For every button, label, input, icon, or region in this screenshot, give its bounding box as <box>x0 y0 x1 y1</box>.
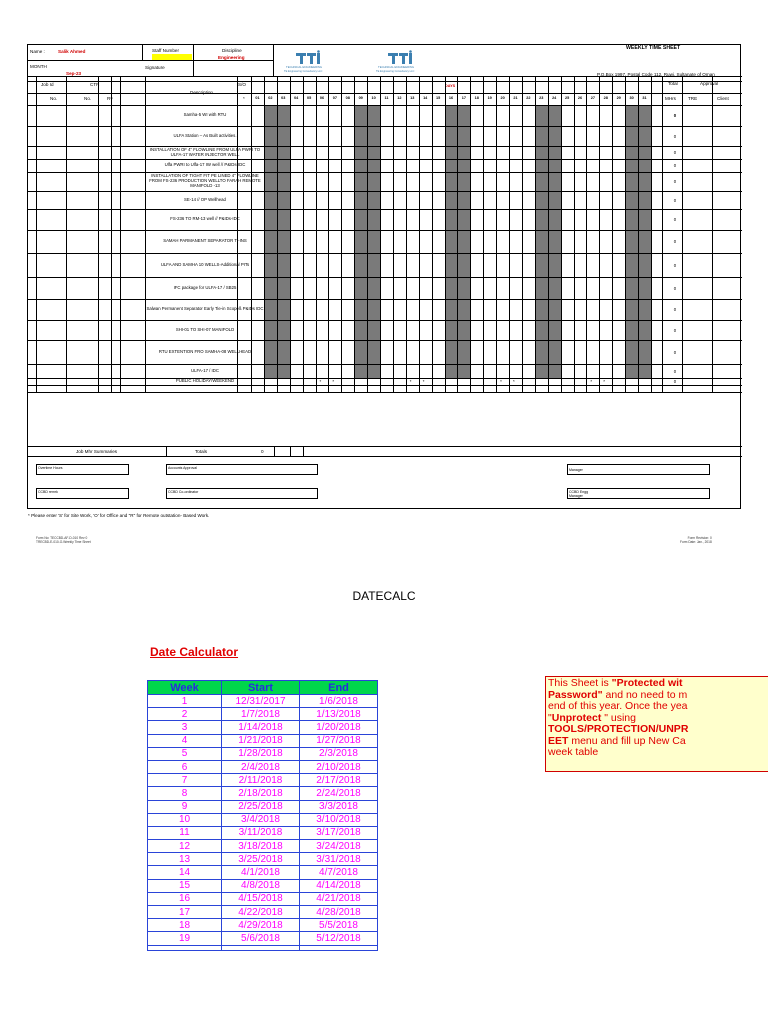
table-row-line <box>28 126 742 127</box>
datecalc-page-title: DATECALC <box>352 589 416 603</box>
grid-column-line <box>712 76 713 392</box>
header-end: End <box>300 681 378 695</box>
staff-number-label: Staff Number <box>152 48 179 53</box>
grid-column-line <box>561 76 562 392</box>
ccbd-engg-manager-label: CCBD Engg Manager <box>569 490 589 498</box>
end-cell: 4/28/2018 <box>300 906 378 919</box>
col-no: No. <box>50 96 58 101</box>
start-cell: 3/25/2018 <box>222 853 300 866</box>
day-header-11: 11 <box>384 96 389 100</box>
table-row <box>148 721 378 734</box>
date-calculator-title: Date Calculator <box>150 645 239 659</box>
note-text: and no need to m <box>602 688 688 701</box>
job-mhr-summaries: Job Mhr Summaries <box>76 449 118 454</box>
header-week: Week <box>148 681 222 695</box>
grid-column-line <box>496 76 497 392</box>
table-row <box>148 866 378 879</box>
grid-column-line <box>651 76 652 392</box>
empty-cell <box>300 945 378 950</box>
divider <box>142 45 143 60</box>
start-cell: 1/28/2018 <box>222 747 300 760</box>
note-bold-text: TOOLS/PROTECTION/UNPR <box>548 723 689 735</box>
row-total: 0 <box>673 150 677 155</box>
table-row <box>148 879 378 892</box>
day-header-03: 03 <box>281 96 286 100</box>
grid-column-line <box>316 76 317 392</box>
accounts-approval-field[interactable] <box>166 464 318 475</box>
table-row <box>148 708 378 721</box>
week-cell: 12 <box>148 840 222 853</box>
col-description: Description <box>190 90 213 95</box>
week-cell: 16 <box>148 892 222 905</box>
table-row-line <box>28 146 742 147</box>
end-cell: 2/24/2018 <box>300 787 378 800</box>
weekend-marker: * <box>590 379 593 384</box>
day-header-28: 28 <box>603 96 608 100</box>
week-cell: 11 <box>148 826 222 839</box>
col-tre: TRE <box>688 96 698 101</box>
start-cell: 2/18/2018 <box>222 787 300 800</box>
end-cell: 3/3/2018 <box>300 800 378 813</box>
day-header-30: 30 <box>629 96 634 100</box>
row-total: 0 <box>673 197 677 203</box>
overtime-label: Overtime Hours <box>38 466 63 470</box>
form-number: Form No: TECCBD-AF-D-010 Rev 0 TRECBD-E-010-O-Weekly Time Sheet <box>36 536 91 544</box>
weekend-marker: * <box>500 379 502 384</box>
grid-column-line <box>367 76 368 392</box>
table-row <box>148 774 378 787</box>
empty-cell <box>148 945 222 950</box>
note-bold-text: EET <box>548 734 569 747</box>
start-cell: 12/31/2017 <box>222 695 300 708</box>
month-value: Sep-23 <box>66 71 82 76</box>
week-cell: 15 <box>148 879 222 892</box>
table-row <box>148 853 378 866</box>
divider <box>273 45 274 76</box>
col-ctr: CTR <box>90 82 100 87</box>
logo-name-2: TECHNICAL ENGINEERING <box>378 65 415 69</box>
week-cell: 9 <box>148 800 222 813</box>
end-cell: 1/13/2018 <box>300 708 378 721</box>
row-total: 0 <box>673 179 677 184</box>
note-line <box>548 747 768 759</box>
note-text: This Sheet is <box>548 677 612 689</box>
divider <box>28 81 742 82</box>
day-header-17: 17 <box>461 96 466 100</box>
week-cell: 7 <box>148 774 222 787</box>
start-cell: 1/7/2018 <box>222 708 300 721</box>
start-cell: 1/14/2018 <box>222 721 300 734</box>
totals-label: Totals <box>195 449 207 454</box>
day-header-21: 21 <box>513 96 518 100</box>
end-cell: 5/12/2018 <box>300 932 378 945</box>
table-header-row <box>148 681 378 695</box>
signature-label: Signature <box>145 65 165 70</box>
day-header-22: 22 <box>526 96 531 100</box>
table-row <box>148 747 378 760</box>
day-header-16: 16 <box>448 96 454 100</box>
grid-column-line <box>470 76 471 392</box>
table-row <box>148 906 378 919</box>
grid-column-line <box>66 76 67 392</box>
grid-column-line <box>432 76 433 392</box>
totals-value: 0 <box>261 449 264 454</box>
grid-column-line <box>599 76 600 392</box>
table-row <box>148 813 378 826</box>
week-cell: 18 <box>148 919 222 932</box>
row-total: 0 <box>673 368 677 374</box>
col-rv: Rv <box>107 96 113 101</box>
col-job-id: Job Id <box>41 82 54 87</box>
row-description: ULFA-17 / IDC <box>191 367 219 373</box>
weekly-time-sheet <box>27 44 741 509</box>
manager-field[interactable] <box>567 464 710 475</box>
day-header-25: 25 <box>564 96 570 100</box>
day-header-19: 19 <box>487 96 492 100</box>
grid-column-line <box>406 76 407 392</box>
grid-column-line <box>662 76 663 392</box>
row-total: 0 <box>673 349 677 355</box>
row-total: 0 <box>673 239 677 244</box>
start-cell: 3/18/2018 <box>222 840 300 853</box>
end-cell: 1/20/2018 <box>300 721 378 734</box>
table-row-line <box>28 299 742 300</box>
col-mhrs: MHrs <box>665 96 676 101</box>
divider <box>28 76 742 77</box>
grid-column-line <box>120 76 121 392</box>
divider <box>166 446 167 456</box>
ccbd-engg-manager-field[interactable] <box>567 488 710 499</box>
week-cell: 10 <box>148 813 222 826</box>
end-cell: 2/17/2018 <box>300 774 378 787</box>
end-cell: 4/14/2018 <box>300 879 378 892</box>
start-cell: 2/11/2018 <box>222 774 300 787</box>
note-bold-text: "Protected wit <box>611 677 683 689</box>
note-text: " using <box>601 711 636 724</box>
day-header-26: 26 <box>577 96 583 100</box>
grid-column-line <box>457 76 458 392</box>
row-total: 0 <box>673 133 677 139</box>
company-address: P.O.Box 1997, Postal Code 112, Ruwi, Sultanate of Oman <box>597 72 715 77</box>
note-text: " <box>548 711 552 724</box>
col-days: DAYS <box>445 84 456 88</box>
table-row <box>148 892 378 905</box>
table-row-line <box>28 385 742 386</box>
day-header-02: 02 <box>268 96 273 100</box>
week-cell: 13 <box>148 853 222 866</box>
week-cell: 5 <box>148 747 222 760</box>
day-header-27: 27 <box>590 96 595 100</box>
table-row-line <box>28 277 742 278</box>
day-header-06: 06 <box>319 96 325 100</box>
end-cell: 4/21/2018 <box>300 892 378 905</box>
table-row <box>148 695 378 708</box>
row-description: SE-14 // OP Wellhead <box>184 196 226 202</box>
day-header-12: 12 <box>397 96 402 100</box>
table-row-partial <box>148 945 378 950</box>
weekend-marker: * <box>603 379 606 384</box>
grid-column-line <box>277 76 278 392</box>
day-header-24: 24 <box>552 96 557 100</box>
grid-column-line <box>111 76 112 392</box>
row-total: 0 <box>673 163 677 168</box>
grid-column-line <box>419 76 420 392</box>
week-cell: 8 <box>148 787 222 800</box>
row-total: 0 <box>673 379 677 384</box>
row-description: INSTALLATION OF 4" FLOWLINE FROM ULFA PWRI TO ULFA-17 WATER INJECTOR WELL <box>149 146 261 157</box>
end-cell: 3/17/2018 <box>300 826 378 839</box>
week-cell: 14 <box>148 866 222 879</box>
col-star: * <box>243 96 245 101</box>
grid-column-line <box>36 76 37 392</box>
ccbd-coordinator-field[interactable] <box>166 488 318 499</box>
week-cell: 4 <box>148 734 222 747</box>
grid-column-line <box>509 76 510 392</box>
name-label: Name : <box>30 49 45 54</box>
sheet-title: WEEKLY TIME SHEET <box>626 45 681 51</box>
row-total: 0 <box>673 327 677 333</box>
weekend-marker: * <box>332 379 335 384</box>
row-description: RTU EXTENTION FRO SAMHA-08 WELLHEAD <box>158 348 252 354</box>
table-row-line <box>28 320 742 321</box>
header-start: Start <box>222 681 300 695</box>
start-cell: 2/25/2018 <box>222 800 300 813</box>
grid-column-line <box>625 76 626 392</box>
start-cell: 4/29/2018 <box>222 919 300 932</box>
form-revision: Form Revision: 0 Form Date: Jan., 2018 <box>680 536 712 544</box>
table-row-line <box>28 230 742 231</box>
day-header-29: 29 <box>616 96 621 100</box>
day-header-13: 13 <box>410 96 415 100</box>
end-cell: 2/3/2018 <box>300 747 378 760</box>
overtime-field[interactable] <box>36 464 129 475</box>
divider <box>28 93 742 94</box>
row-description: PUBLIC HOLIDAY/WEEKEND <box>175 378 235 384</box>
grid-column-line <box>354 76 355 392</box>
start-cell: 2/4/2018 <box>222 760 300 773</box>
table-row <box>148 734 378 747</box>
table-row-line <box>28 340 742 341</box>
row-description: IFC package for ULFA-17 / SB25 <box>173 284 237 290</box>
grid-column-line <box>98 76 99 392</box>
grid-column-line <box>341 76 342 392</box>
end-cell: 1/6/2018 <box>300 695 378 708</box>
logo-name: TECHNICAL ENGINEERING <box>286 65 323 69</box>
table-row-line <box>28 392 742 393</box>
week-cell: 1 <box>148 695 222 708</box>
end-cell: 2/10/2018 <box>300 760 378 773</box>
discipline-value: Engineering <box>218 55 245 60</box>
table-row <box>148 919 378 932</box>
day-header-07: 07 <box>332 96 337 100</box>
divider <box>193 45 194 76</box>
end-cell: 3/24/2018 <box>300 840 378 853</box>
end-cell: 3/10/2018 <box>300 813 378 826</box>
day-header-10: 10 <box>371 96 376 100</box>
table-row-line <box>28 364 742 365</box>
note-bold-text: Unprotect <box>551 711 602 724</box>
row-description: SAMAH PARMANENT SEPARATOR TI-INS <box>163 238 247 244</box>
divider <box>28 60 274 61</box>
row-description: Salwan Permanent Separator Early Tie-in Scopeß P&IDs IDC <box>146 306 264 312</box>
table-row-line <box>28 191 742 192</box>
day-header-09: 09 <box>358 96 363 100</box>
table-row-line <box>28 378 742 379</box>
weekend-marker: * <box>319 379 322 384</box>
grid-column-line <box>612 76 613 392</box>
grid-column-line <box>586 76 587 392</box>
end-cell: 3/31/2018 <box>300 853 378 866</box>
table-row-line <box>28 209 742 210</box>
grid-column-line <box>522 76 523 392</box>
row-total: 0 <box>673 262 677 268</box>
month-label: MONTH <box>30 64 47 69</box>
grid-column-line <box>445 76 446 392</box>
table-row-line <box>28 105 742 106</box>
table-row-line <box>28 172 742 173</box>
grid-column-line <box>574 76 575 392</box>
ccbd-remarks-field[interactable] <box>36 488 129 499</box>
note-bold-text: Password" <box>548 688 603 701</box>
protection-note <box>545 676 768 772</box>
table-row-line <box>28 159 742 160</box>
start-cell: 4/15/2018 <box>222 892 300 905</box>
week-cell: 3 <box>148 721 222 734</box>
end-cell: 4/7/2018 <box>300 866 378 879</box>
row-description: ULFA AND SAMHA 10 WELLS-Additional PITs <box>160 261 250 267</box>
logo-sub: TE Engineering Consultancy LLC <box>284 70 323 73</box>
day-header-14: 14 <box>423 96 428 100</box>
day-header-23: 23 <box>539 96 544 100</box>
col-so: S/O <box>238 82 246 87</box>
manager-label: Manager <box>569 468 583 472</box>
col-total: Total <box>668 81 678 86</box>
start-cell: 5/6/2018 <box>222 932 300 945</box>
note-text: week table <box>548 746 599 758</box>
grid-column-line <box>303 76 304 392</box>
row-description: SHI-01 TO SHI-07 MANIFOLD <box>175 326 235 332</box>
date-calculator-table <box>147 680 378 951</box>
grid-column-line <box>483 76 484 392</box>
row-total: 0 <box>673 285 677 291</box>
table-row <box>148 840 378 853</box>
weekend-marker: * <box>422 379 425 384</box>
week-cell: 17 <box>148 906 222 919</box>
start-cell: 3/11/2018 <box>222 826 300 839</box>
row-description: INSTALLATION OF TIGHT FIT PE LINED 4" FLOWLINE FROM FS-236 PRODUCTION WELLTO FARAH REMOTE MANIFOLD -13 <box>149 173 261 188</box>
row-total: 0 <box>673 113 677 118</box>
divider <box>303 446 304 456</box>
note-text: end of this year. Once the yea <box>548 700 688 712</box>
table-row-line <box>28 456 742 457</box>
week-cell: 6 <box>148 760 222 773</box>
col-client: Client <box>717 96 729 101</box>
discipline-label: Discipline <box>222 48 242 53</box>
table-row <box>148 760 378 773</box>
row-total: 0 <box>673 307 677 312</box>
table-row <box>148 932 378 945</box>
table-row <box>148 800 378 813</box>
footnote: * Please enter 'S' for Site Work, 'O' for Office and "R" for Remote outstation- Based Work. <box>28 513 210 518</box>
ccbd-coordinator-label: CCBD Co-ordinator <box>168 490 199 494</box>
table-row-line <box>28 253 742 254</box>
start-cell: 4/8/2018 <box>222 879 300 892</box>
weekend-marker: * <box>513 379 515 384</box>
start-cell: 1/21/2018 <box>222 734 300 747</box>
row-total: 0 <box>673 217 677 222</box>
col-approval: Approval <box>700 81 719 86</box>
grid-column-line <box>393 76 394 392</box>
grid-column-line <box>380 76 381 392</box>
col-no-2: No. <box>84 96 92 101</box>
day-header-01: 01 <box>255 96 260 100</box>
table-row <box>148 826 378 839</box>
day-header-15: 15 <box>435 96 441 100</box>
day-header-18: 18 <box>474 96 479 100</box>
divider <box>274 446 275 456</box>
weekend-marker: * <box>409 379 412 384</box>
end-cell: 5/5/2018 <box>300 919 378 932</box>
day-header-31: 31 <box>642 96 647 100</box>
logo-sub-2: TE Engineering Consultancy LLC <box>376 70 415 73</box>
divider <box>290 446 291 456</box>
table-row <box>148 787 378 800</box>
empty-cell <box>222 945 300 950</box>
week-cell: 19 <box>148 932 222 945</box>
start-cell: 3/4/2018 <box>222 813 300 826</box>
name-value: Salik Ahmed <box>58 49 86 54</box>
grid-column-line <box>535 76 536 392</box>
row-description: Samha-5 WI with RTU <box>183 112 227 118</box>
week-cell: 2 <box>148 708 222 721</box>
table-row-line <box>28 446 742 447</box>
ccbd-remarks-label: CCBD remrk <box>38 490 58 494</box>
row-description: Ulfa PWRI to Ulfa-17 IW well // P&IDs-IDC <box>164 162 246 168</box>
start-cell: 4/22/2018 <box>222 906 300 919</box>
row-description: FS-236 TO RM-13 well // P&IDs-IDC <box>170 216 240 222</box>
start-cell: 4/1/2018 <box>222 866 300 879</box>
day-header-20: 20 <box>500 96 505 100</box>
day-header-05: 05 <box>306 96 312 100</box>
grid-column-line <box>682 76 683 392</box>
grid-column-line <box>328 76 329 392</box>
grid-column-line <box>290 76 291 392</box>
grid-column-line <box>548 76 549 392</box>
day-header-08: 08 <box>345 96 350 100</box>
day-header-04: 04 <box>294 96 299 100</box>
end-cell: 1/27/2018 <box>300 734 378 747</box>
row-description: ULFA Station – As Built activities. <box>173 132 237 138</box>
accounts-approval-label: Accounts Approval <box>168 466 197 470</box>
grid-column-line <box>638 76 639 392</box>
note-text: menu and fill up New Ca <box>568 734 686 747</box>
